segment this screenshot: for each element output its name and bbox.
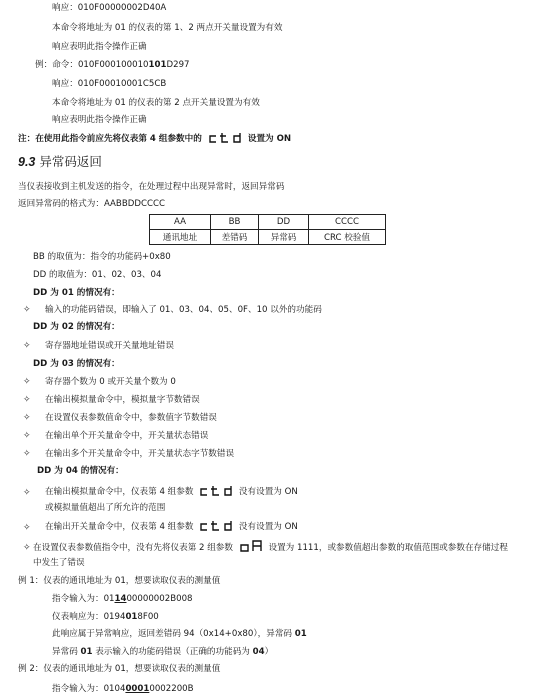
example-2-command: 指令输入为：010400010002200B (52, 684, 194, 694)
list-item: 在输出模拟量命令中，仪表第 4 组参数 没有设置为 ON (45, 487, 298, 497)
ctd-segment-glyph (208, 132, 242, 143)
diamond-bullet-icon: ✧ (23, 395, 31, 405)
dd04-title: DD 为 04 的情况有： (37, 466, 124, 476)
description-line-2: 响应表明此指令操作正确 (52, 42, 147, 52)
example-1-title: 例 1：仪表的通讯地址为 01，想要读取仪表的测量值 (18, 576, 221, 586)
bb-definition: BB 的取值为：指令的功能码+0x80 (33, 252, 171, 262)
diamond-bullet-icon: ✧ (23, 431, 31, 441)
list-item: 输入的功能码错误，即输入了 01、03、04、05、0F、10 以外的功能码 (45, 305, 322, 315)
example-2-title: 例 2：仪表的通讯地址为 01，想要读取仪表的测量值 (18, 664, 221, 674)
table-cell: BB (211, 215, 259, 230)
example-command-line: 例：命令：010F000100010101D297 (35, 60, 190, 70)
diamond-bullet-icon: ✧ (23, 377, 31, 387)
description-line-1: 本命令将地址为 01 的仪表的第 1、2 两点开关量设置为有效 (52, 23, 283, 33)
diamond-bullet-icon: ✧ (23, 305, 31, 315)
example-1-command: 指令输入为：011400000002B008 (52, 594, 193, 604)
description-line-4: 响应表明此指令操作正确 (52, 115, 147, 125)
oa-segment-glyph (239, 540, 263, 552)
table-cell: CCCC (309, 215, 386, 230)
example-1-exception-code: 异常码 01 表示输入的功能码错误（正确的功能码为 04） (52, 647, 274, 657)
table-row (150, 230, 386, 245)
dd01-title: DD 为 01 的情况有： (33, 288, 120, 298)
list-item: 寄存器地址错误或开关量地址错误 (45, 341, 174, 351)
example-1-response: 仪表响应为：0194018F00 (52, 612, 159, 622)
dd03-title: DD 为 03 的情况有： (33, 359, 120, 369)
intro-line-2: 返回异常码的格式为：AABBDDCCCC (18, 199, 165, 209)
table-row (150, 215, 386, 230)
list-item-continuation: 中发生了错误 (33, 558, 85, 568)
list-item-continuation: 或模拟量值超出了所允许的范围 (45, 503, 166, 513)
description-line-3: 本命令将地址为 01 的仪表的第 2 点开关量设置为有效 (52, 98, 260, 108)
response-line-2: 响应：010F00010001C5CB (52, 79, 167, 89)
section-heading: 9.3 异常码返回 (18, 154, 102, 169)
list-item: 在设置仪表参数值命令中，参数值字节数错误 (45, 413, 217, 423)
exception-frame-table (149, 214, 386, 245)
diamond-bullet-icon: ✧ (23, 341, 31, 351)
table-cell: DD (259, 215, 309, 230)
diamond-bullet-icon: ✧ (23, 413, 31, 423)
list-item: 寄存器个数为 0 或开关量个数为 0 (45, 377, 176, 387)
ctd-segment-glyph (199, 520, 233, 531)
intro-line-1: 当仪表接收到主机发送的指令，在处理过程中出现异常时，返回异常码 (18, 182, 285, 192)
table-cell: 通讯地址 (150, 230, 211, 245)
table-cell: 差错码 (211, 230, 259, 245)
dd-definition: DD 的取值为：01、02、03、04 (33, 270, 162, 280)
list-item: 在输出模拟量命令中，模拟量字节数错误 (45, 395, 200, 405)
diamond-bullet-icon: ✧ (23, 488, 31, 498)
list-item: 在设置仪表参数值指令中，没有先将仪表第 2 组参数 设置为 1111，或参数值超出参数的取值范围或参数在存储过程 (33, 540, 508, 554)
list-item: 在输出多个开关量命令中，开关量状态字节数错误 (45, 449, 235, 459)
dd02-title: DD 为 02 的情况有： (33, 322, 120, 332)
table-cell: AA (150, 215, 211, 230)
ctd-segment-glyph (199, 485, 233, 496)
table-cell: 异常码 (259, 230, 309, 245)
example-1-explanation: 此响应属于异常响应，返回差错码 94（0x14+0x80），异常码 01 (52, 629, 307, 639)
note-line: 注：在使用此指令前应先将仪表第 4 组参数中的 设置为 ON (18, 134, 292, 144)
list-item: 在输出开关量命令中，仪表第 4 组参数 没有设置为 ON (45, 522, 298, 532)
table-cell: CRC 校验值 (309, 230, 386, 245)
list-item: 在输出单个开关量命令中，开关量状态错误 (45, 431, 209, 441)
diamond-bullet-icon: ✧ (23, 449, 31, 459)
response-line-1: 响应：010F00000002D40A (52, 3, 167, 13)
diamond-bullet-icon: ✧ (23, 543, 31, 553)
diamond-bullet-icon: ✧ (23, 523, 31, 533)
